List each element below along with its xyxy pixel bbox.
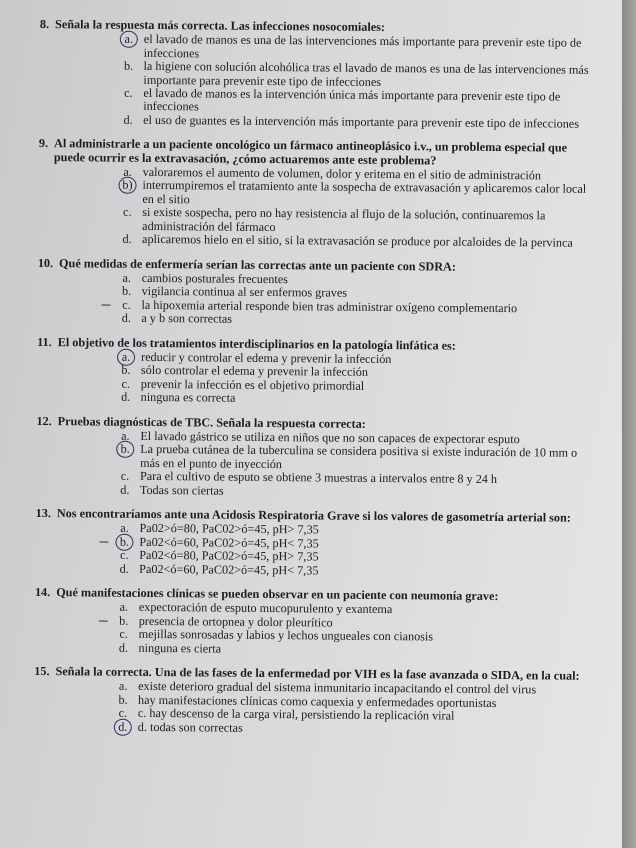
option-list [112,601,594,659]
option-list [113,522,595,580]
question-14 [34,586,595,659]
circled-option-letter: b. [113,535,135,549]
option-text: d. todas son correctas [137,719,243,735]
option-letter: b. [118,692,128,707]
answer-option [115,391,597,409]
option-letter: a. [122,270,132,285]
option-letter: c. [119,626,128,642]
question-text: Qué medidas de enfermería serían las correctas ante un paciente con SDRA: [59,255,456,274]
question-text: Señala la correcta. Una de las fases de la enfermedad por VIH es la fase avanzada o SIDA, en la cual: [55,664,580,683]
circled-option-letter: b) [116,179,138,193]
margin-marks [622,620,634,840]
option-letter: c. [124,85,133,100]
circled-option-letter: d. [112,720,134,734]
option-text: mejillas sonrosadas y labios y lechos ungueales con cianosis [138,627,434,644]
option-letter: d. [120,482,130,497]
option-letter: c. [118,705,128,721]
circled-option-letter: a. [115,351,137,365]
question-number: 8. [39,17,50,32]
question-text: Nos encontraríamos ante una Acidosis Respiratoria Grave si los valores de gasometría arterial son: [56,506,571,525]
option-text: valoraremos el aumento de volumen, dolor y eritema en el sitio de administración [142,164,542,183]
option-list [115,272,597,330]
question-8 [39,18,600,131]
pen-dash-mark [99,620,108,621]
question-text: Al administrarle a un paciente oncológico un fármaco antineoplásico i.v., un problema especial que puede ocurrir es la extravasación, ¿cómo actuaremos ante este problema? [53,136,568,168]
option-text: si existe sospecha, pero no hay resistencia al flujo de la solución, continuaremos la administración del fármaco [142,205,546,234]
option-letter: c. [120,468,130,483]
question-10 [37,256,598,329]
option-letter: d. [118,640,129,655]
question-number: 13. [35,505,51,521]
option-letter: d. [121,310,132,325]
question-number: 12. [36,413,52,428]
option-text: presencia de ortopnea y dolor pleurítico [138,613,333,630]
option-letter: a. [119,600,129,615]
option-letter: a. [120,521,129,536]
option-text: la hipoxemia arterial responde bien tras administrar oxígeno complementario [141,297,518,315]
option-text: c. hay descenso de la carga viral, persistiendo la replicación viral [137,706,455,723]
option-text: Pa02<ó=60, PaC02>ó=45, pH< 7,35 [139,561,319,578]
option-text: reducir y controlar el edema y prevenir la infección [140,349,392,367]
circled-option-letter: b. [114,443,136,457]
option-letter: a. [118,679,128,694]
question-text: Señala la respuesta más correcta. Las infecciones nosocomiales: [55,17,386,35]
option-letter: b. [119,613,129,628]
option-text: El lavado gástrico se utiliza en niños que no son capaces de expectorar esputo [140,428,520,447]
option-text: prevenir la infección es el objetivo primordial [140,376,365,393]
option-text: hay manifestaciones clínicas como caquexia y enfermedades oportunistas [137,692,497,710]
pen-dash-mark [99,541,108,542]
question-number: 10. [37,255,54,270]
option-letter: b. [123,58,134,74]
question-9 [38,137,599,250]
option-list [117,33,600,131]
option-text: la higiene con solución alcohólica tras el lavado de manos es una de las intervenciones más importante para prevenir este tipo de infecciones [143,59,589,89]
question-15 [34,665,595,738]
answer-option [113,562,595,580]
option-text: interrumpiremos el tratamiento ante la sospecha de extravasación y aplicaremos calor local en el sitio [142,178,587,207]
option-text: Para el cultivo de esputo se obtiene 3 muestras a intervalos entre 8 y 24 h [139,469,498,487]
option-letter: c. [120,547,129,563]
option-text: vigilancia continua al ser enfermos graves [141,284,348,301]
option-list [114,430,597,501]
question-number: 14. [34,585,51,600]
option-list [115,351,597,409]
option-letter: c. [123,205,132,220]
option-text: el lavado de manos es una de las intervenciones más importante para prevenir este tipo de infecciones [143,32,582,61]
option-text: aplicaremos hielo en el sitio, si la extravasación se produce por alcaloides de la pervinca [142,231,573,250]
question-text: Qué manifestaciones clínicas se pueden observar en un paciente con neumonía grave: [56,585,499,604]
option-text: Pa02<ó=80, PaC02>ó=45, pH> 7,35 [139,548,319,564]
pen-dash-mark [101,304,110,305]
option-letter: d. [121,389,131,404]
question-13 [35,507,596,580]
question-number: 11. [37,334,52,349]
option-letter: b. [121,363,131,378]
option-letter: a. [121,428,130,443]
answer-option [117,114,599,132]
option-text: a y b son correctas [141,311,233,326]
option-list [112,680,594,738]
circled-option-letter: a. [118,33,140,47]
option-letter: d. [119,561,129,576]
option-text: Pa02<ó=60, PaC02>ó=45, pH< 7,35 [139,534,319,551]
option-text: expectoración de esputo mucopurulento y exantema [138,600,393,617]
option-letter: a. [123,164,132,179]
option-letter: d. [123,112,133,127]
option-text: existe deterioro gradual del sistema inmunitario incapacitando el control del virus [138,679,537,697]
option-text: el lavado de manos es la intervención única más importante para prevenir este tipo de infecciones [143,85,561,114]
option-letter: d. [122,231,132,246]
option-text: ninguna es cierta [138,640,222,656]
answer-option [116,233,598,251]
answer-option [115,312,597,330]
question-text: El objetivo de los tratamientos interdisciplinarios en la patología linfática es: [57,334,456,353]
question-11 [37,336,598,409]
question-12 [36,415,597,501]
option-list [116,166,599,251]
question-text: Pruebas diagnósticas de TBC. Señala la respuesta correcta: [57,413,366,431]
option-text: el uso de guantes es la intervención más importante para prevenir este tipo de infecciones [143,112,580,131]
answer-option [112,720,594,738]
option-letter: c. [121,376,131,391]
question-number: 15. [34,664,50,679]
answer-option [114,483,596,501]
option-text: Pa02>ó=80, PaC02>ó=45, pH> 7,35 [139,521,319,537]
option-text: ninguna es correcta [140,390,236,405]
option-text: sólo controlar el edema y prevenir la infección [140,363,369,380]
option-text: cambios posturales frecuentes [141,270,288,287]
option-text: La prueba cutánea de la tuberculina se considera positiva si existe induración de 10 mm o más en el punto de inyección [140,442,578,471]
option-letter: b. [121,284,132,299]
answer-option [112,641,594,659]
question-number: 9. [38,136,49,151]
option-text: Todas son ciertas [139,482,224,498]
question-list [34,18,600,749]
option-letter: c. [122,297,131,312]
